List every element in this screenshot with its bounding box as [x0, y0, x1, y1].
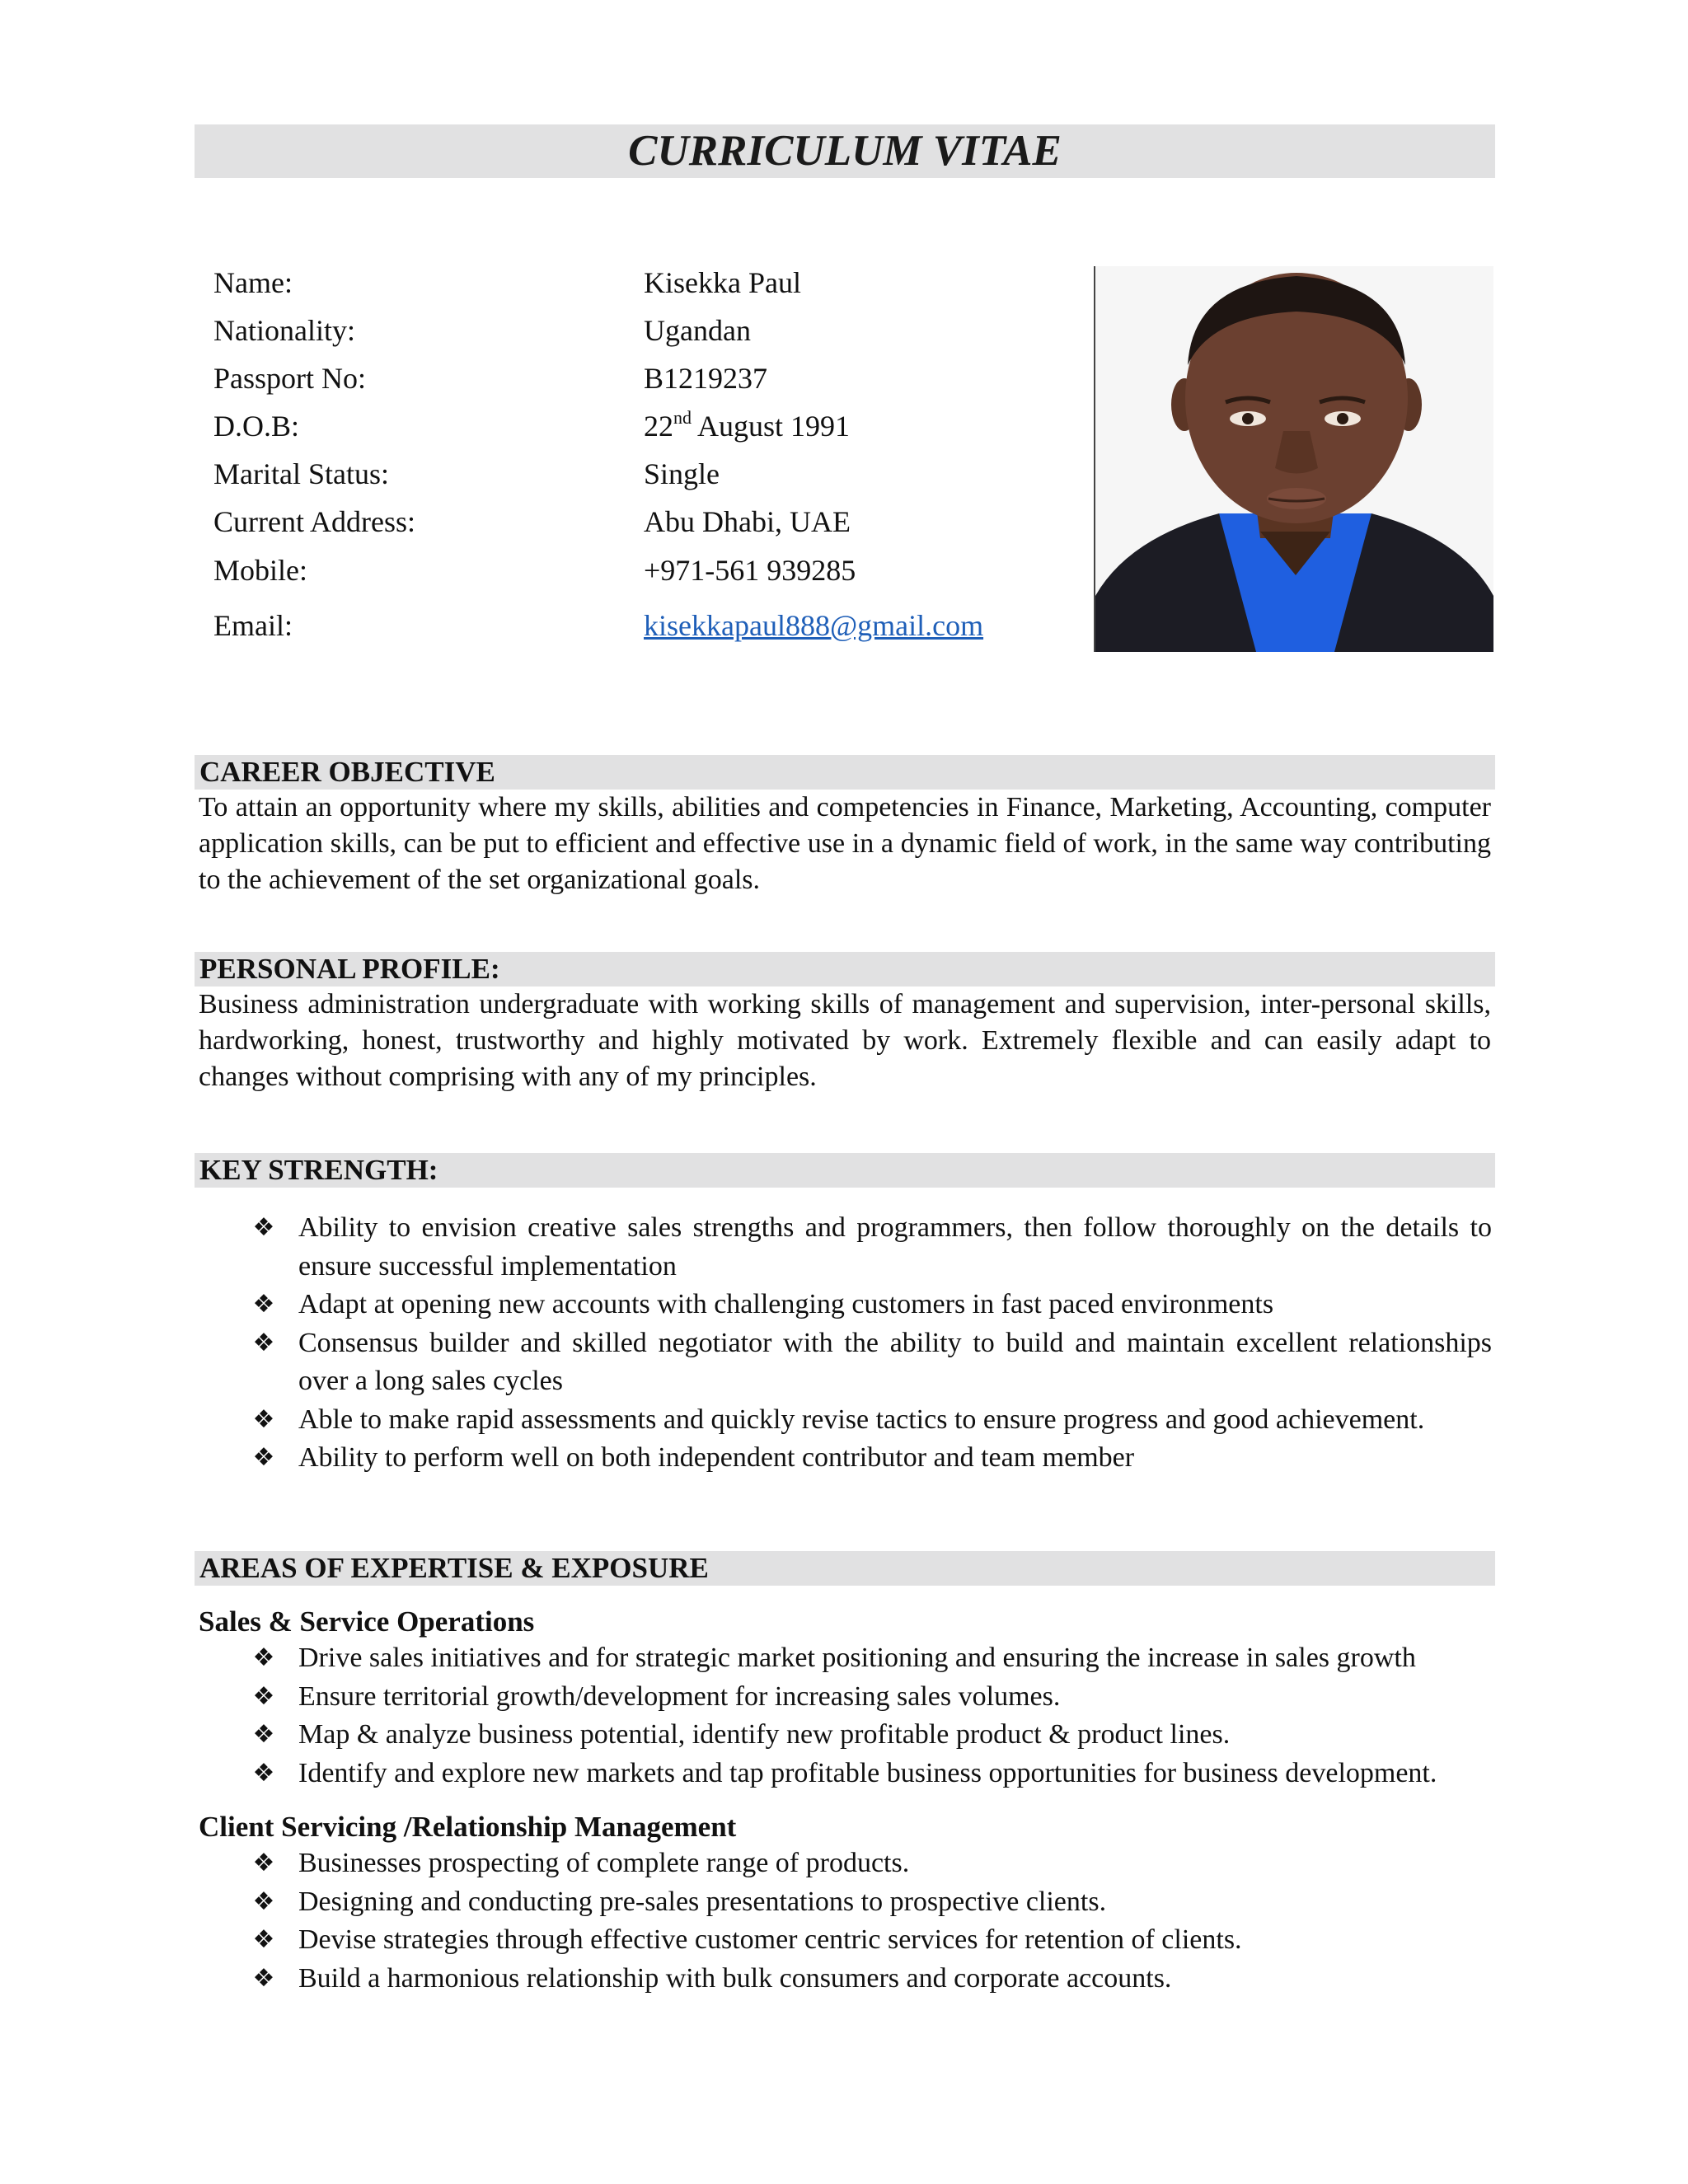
client-servicing-list [247, 1844, 1492, 1998]
personal-profile-heading: PERSONAL PROFILE: [195, 952, 1495, 987]
cv-title: CURRICULUM VITAE [195, 124, 1495, 178]
dob-rest: August 1991 [692, 410, 851, 443]
diamond-bullet-icon: ❖ [252, 1443, 275, 1472]
info-value-dob [644, 405, 850, 447]
diamond-bullet-icon: ❖ [252, 1328, 275, 1357]
diamond-bullet-icon: ❖ [252, 1886, 275, 1916]
diamond-bullet-icon: ❖ [252, 1681, 275, 1711]
list-item-text: Map & analyze business potential, identify new profitable product & product lines. [298, 1719, 1231, 1750]
client-servicing-subheading: Client Servicing /Relationship Management [199, 1811, 737, 1843]
dob-day: 22 [644, 410, 673, 443]
dob-suffix: nd [673, 407, 692, 428]
info-row-dob [213, 405, 1038, 447]
list-item [247, 1844, 1492, 1883]
info-row-mobile [213, 550, 1038, 591]
sales-operations-list [247, 1639, 1492, 1793]
diamond-bullet-icon: ❖ [252, 1643, 275, 1672]
list-item-text: Consensus builder and skilled negotiator with the ability to build and maintain excellent relationships over a long sales cycles [298, 1327, 1492, 1396]
info-row-address [213, 501, 1038, 542]
list-item [247, 1960, 1492, 1999]
list-item-text: Able to make rapid assessments and quickly revise tactics to ensure progress and good achievement. [298, 1404, 1425, 1435]
sales-operations-subheading: Sales & Service Operations [199, 1605, 535, 1638]
diamond-bullet-icon: ❖ [252, 1849, 275, 1877]
diamond-bullet-icon: ❖ [252, 1720, 275, 1749]
info-label: Marital Status: [213, 457, 389, 490]
list-item [247, 1209, 1492, 1286]
info-label: Mobile: [213, 554, 307, 587]
info-label: Current Address: [213, 505, 415, 538]
portrait-photo [1094, 266, 1493, 652]
list-item-text: Build a harmonious relationship with bulk consumers and corporate accounts. [298, 1962, 1172, 1994]
info-value-address: Abu Dhabi, UAE [644, 505, 851, 538]
info-row-passport [213, 358, 1038, 399]
list-item-text: Identify and explore new markets and tap profitable business opportunities for business development. [298, 1757, 1437, 1788]
email-link[interactable]: kisekkapaul888@gmail.com [644, 609, 984, 642]
info-label: Passport No: [213, 362, 367, 395]
info-value-marital: Single [644, 457, 720, 490]
info-label: D.O.B: [213, 410, 300, 443]
expertise-heading: AREAS OF EXPERTISE & EXPOSURE [195, 1551, 1495, 1586]
list-item [247, 1921, 1492, 1960]
list-item [247, 1678, 1492, 1717]
list-item [247, 1639, 1492, 1678]
info-value-name: Kisekka Paul [644, 266, 801, 299]
key-strength-heading: KEY STRENGTH: [195, 1153, 1495, 1188]
list-item [247, 1324, 1492, 1401]
diamond-bullet-icon: ❖ [252, 1404, 275, 1434]
list-item [247, 1286, 1492, 1324]
list-item-text: Adapt at opening new accounts with challenging customers in fast paced environments [298, 1289, 1274, 1319]
diamond-bullet-icon: ❖ [252, 1758, 275, 1788]
list-item-text: Drive sales initiatives and for strategic market positioning and ensuring the increase in sales growth [298, 1643, 1416, 1673]
info-row-name [213, 262, 1038, 303]
list-item-text: Devise strategies through effective customer centric services for retention of clients. [298, 1924, 1242, 1955]
list-item-text: Ensure territorial growth/development for increasing sales volumes. [298, 1680, 1061, 1712]
key-strength-list [247, 1209, 1492, 1478]
info-label: Nationality: [213, 314, 355, 347]
portrait-icon [1095, 266, 1493, 652]
info-row-nationality [213, 310, 1038, 351]
list-item-text: Designing and conducting pre-sales presentations to prospective clients. [298, 1886, 1107, 1917]
career-objective-heading: CAREER OBJECTIVE [195, 755, 1495, 790]
diamond-bullet-icon: ❖ [252, 1290, 275, 1319]
list-item-text: Ability to perform well on both independent contributor and team member [298, 1442, 1135, 1473]
info-value-passport: B1219237 [644, 362, 768, 395]
diamond-bullet-icon: ❖ [252, 1213, 275, 1242]
info-value-mobile: +971-561 939285 [644, 554, 856, 587]
diamond-bullet-icon: ❖ [252, 1963, 275, 1993]
list-item [247, 1401, 1492, 1440]
personal-profile-text: Business administration undergraduate with working skills of management and supervision, inter-personal skills, hardworking, honest, trustworthy and highly motivated by work. Extremely flexible and can easily adapt to changes without comprising with any of my principles. [199, 989, 1491, 1092]
list-item-text: Businesses prospecting of complete range of products. [298, 1848, 910, 1878]
info-row-email [213, 605, 1038, 646]
info-value-nationality: Ugandan [644, 314, 751, 347]
list-item-text: Ability to envision creative sales strengths and programmers, then follow thoroughly on the details to ensure successful implementation [298, 1212, 1492, 1282]
career-objective-text: To attain an opportunity where my skills, abilities and competencies in Finance, Marketing, Accounting, computer application skills, can be put to efficient and effective use in a dynamic field of work, in the same way contributing to the achievement of the set organizational goals. [199, 792, 1491, 895]
list-item [247, 1716, 1492, 1755]
list-item [247, 1883, 1492, 1922]
info-label: Email: [213, 609, 293, 642]
list-item [247, 1755, 1492, 1793]
info-row-marital [213, 453, 1038, 494]
diamond-bullet-icon: ❖ [252, 1925, 275, 1954]
list-item [247, 1439, 1492, 1478]
info-label: Name: [213, 266, 293, 299]
